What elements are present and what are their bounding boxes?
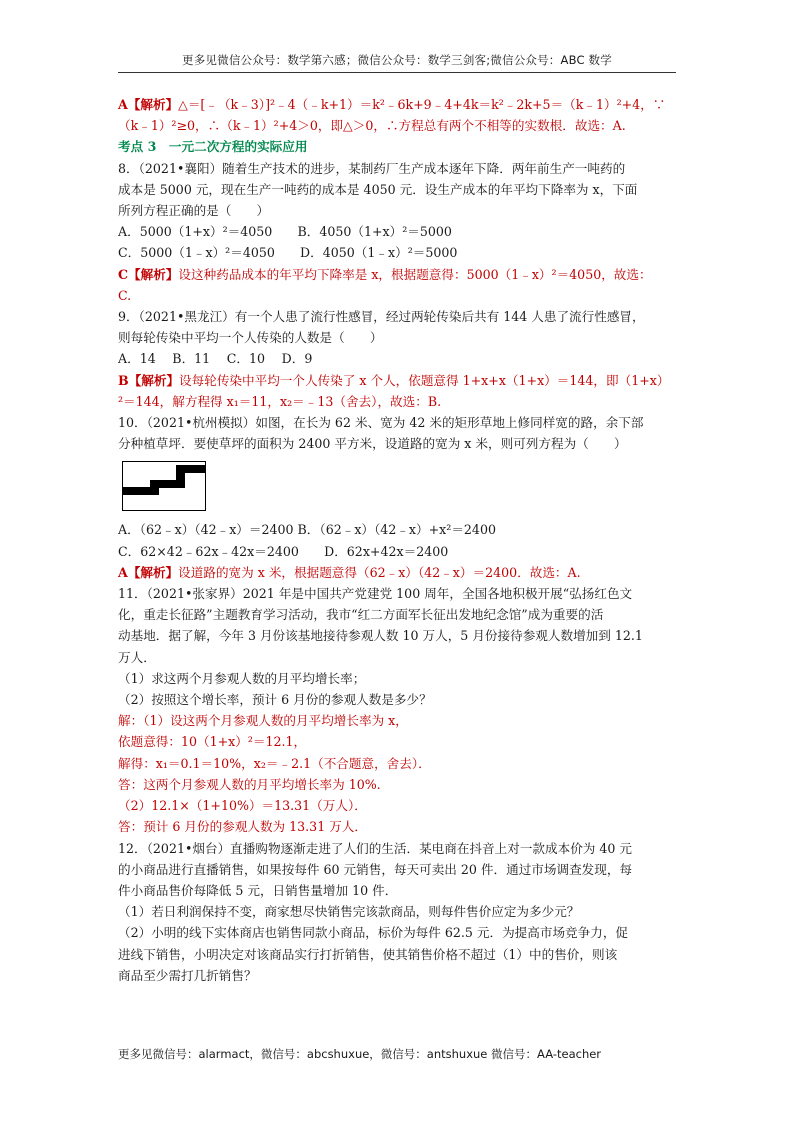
- q10-options-row: C．62×42﹣62x﹣42x＝2400 D．62x+42x＝2400: [118, 543, 449, 559]
- q9-analysis-line-1: B【解析】设每轮传染中平均一个人传染了 x 个人，依题意得 1+x+x（1+x）＝144，即（1+x）: [118, 372, 670, 388]
- q12-stem-line: 12．（2021•烟台）直播购物逐渐走进了人们的生活．某电商在抖音上对一款成本价为 40 元: [118, 840, 633, 856]
- q8-stem-line: 成本是 5000 元，现在生产一吨药的成本是 4050 元．设生产成本的年平均下降率为 x，下面: [118, 181, 638, 197]
- document-body: [118, 94, 678, 986]
- q11-stem-line: 化，重走长征路”主题教育学习活动，我市“红二方面军长征出发地纪念馆”成为重要的活: [118, 607, 604, 623]
- q8-options-row: A．5000（1+x）²＝4050 B．4050（1+x）²＝5000: [118, 224, 452, 240]
- q11-solution-line: 依题意得：10（1+x）²＝12.1，: [118, 734, 307, 750]
- q10-figure-svg: [122, 461, 206, 511]
- page-header: 更多见微信公众号：数学第六感；微信公众号：数学三剑客;微信公众号：ABC 数学: [118, 52, 676, 73]
- q11-solution-line: 解：（1）设这两个月参观人数的月平均增长率为 x，: [118, 713, 408, 729]
- q10-road-figure: [122, 461, 678, 511]
- q8-stem-line: 所列方程正确的是（ ）: [118, 203, 270, 219]
- q12-stem-line: 的小商品进行直播销售，如果按每件 60 元销售，每天可卖出 20 件．通过市场调查发现，每: [118, 861, 633, 877]
- topic-3-heading: 考点 3 一元二次方程的实际应用: [118, 139, 308, 155]
- q12-subquestion: （1）若日利润保持不变，商家想尽快销售完该款商品，则每件售价应定为多少元？: [118, 904, 580, 920]
- q10-stem-line: 分种植草坪．要使草坪的面积为 2400 平方米，设道路的宽为 x 米，则可列方程为（ ）: [118, 436, 627, 452]
- q11-solution-line: 解得：x₁＝0.1＝10%，x₂＝﹣2.1（不合题意，舍去）．: [118, 755, 431, 771]
- q8-options-row: C．5000（1﹣x）²＝4050 D．4050（1﹣x）²＝5000: [118, 245, 458, 261]
- q11-stem-line: 11．（2021•张家界）2021 年是中国共产党建党 100 周年，全国各地积极开展“弘扬红色文: [118, 586, 633, 602]
- q11-solution-line: 答：预计 6 月份的参观人数为 13.31 万人．: [118, 819, 367, 835]
- q11-stem-line: 动基地．据了解，今年 3 月份该基地接待参观人数 10 万人，5 月份接待参观人数增加到 12.1: [118, 628, 643, 644]
- q9-stem-line: 则每轮传染中平均一个人传染的人数是（ ）: [118, 330, 383, 346]
- page-footer: 更多见微信号：alarmact，微信号：abcshuxue，微信号：antshuxue 微信号：AA-teacher: [118, 1047, 602, 1061]
- q7-analysis-line-1: A【解析】△＝[﹣（k﹣3）]²﹣4（﹣k+1）＝k²﹣6k+9﹣4+4k＝k²﹣2k+5＝（k﹣1）²+4，∵: [118, 97, 666, 112]
- q11-solution-line: （2）12.1×（1+10%）＝13.31（万人）．: [118, 798, 367, 814]
- q11-stem-line: 万人．: [118, 649, 156, 665]
- q8-analysis-line-1: C【解析】设这种药品成本的年平均下降率是 x，根据题意得：5000（1﹣x）²＝4050，故选：: [118, 266, 652, 282]
- q12-stem-line: 件小商品售价每降低 5 元，日销售量增加 10 件．: [118, 882, 398, 898]
- q10-stem-line: 10．（2021•杭州模拟）如图，在长为 62 米、宽为 42 米的矩形草地上修同样宽的路，余下部: [118, 415, 644, 431]
- q9-analysis-line-2: ²＝144，解方程得 x₁＝11，x₂＝﹣13（舍去），故选：B.: [118, 393, 442, 409]
- q9-stem-line: 9．（2021•黑龙江）有一个人患了流行性感冒，经过两轮传染后共有 144 人患了流行性感冒，: [118, 309, 645, 325]
- q8-stem-line: 8．（2021•襄阳）随着生产技术的进步，某制药厂生产成本逐年下降．两年前生产一吨药的: [118, 160, 626, 176]
- q9-options-row: A．14 B．11 C．10 D．9: [118, 351, 313, 367]
- q11-subquestion: （2）按照这个增长率，预计 6 月份的参观人数是多少？: [118, 692, 432, 708]
- q8-analysis-line-2: C.: [118, 287, 132, 303]
- q7-analysis-line-2: （k﹣1）²≥0，∴（k﹣1）²+4＞0，即△＞0，∴方程总有两个不相等的实数根．故选：A.: [118, 118, 626, 134]
- q11-subquestion: （1）求这两个月参观人数的月平均增长率；: [118, 670, 366, 686]
- q12-subquestion: （2）小明的线下实体商店也销售同款小商品，标价为每件 62.5 元．为提高市场竞争力，促: [118, 925, 629, 941]
- q10-analysis-line: A【解析】设道路的宽为 x 米，根据题意得（62﹣x）（42﹣x）＝2400．故选：A.: [118, 564, 581, 580]
- q12-subquestion: 进线下销售，小明决定对该商品实行打折销售，使其销售价格不超过（1）中的售价，则该: [118, 946, 618, 962]
- q11-solution-line: 答：这两个月参观人数的月平均增长率为 10%.: [118, 776, 381, 792]
- q10-options-row: A．（62﹣x）（42﹣x）＝2400 B．（62﹣x）（42﹣x）+x²＝2400: [118, 522, 496, 538]
- q12-subquestion: 商品至少需打几折销售？: [118, 967, 257, 983]
